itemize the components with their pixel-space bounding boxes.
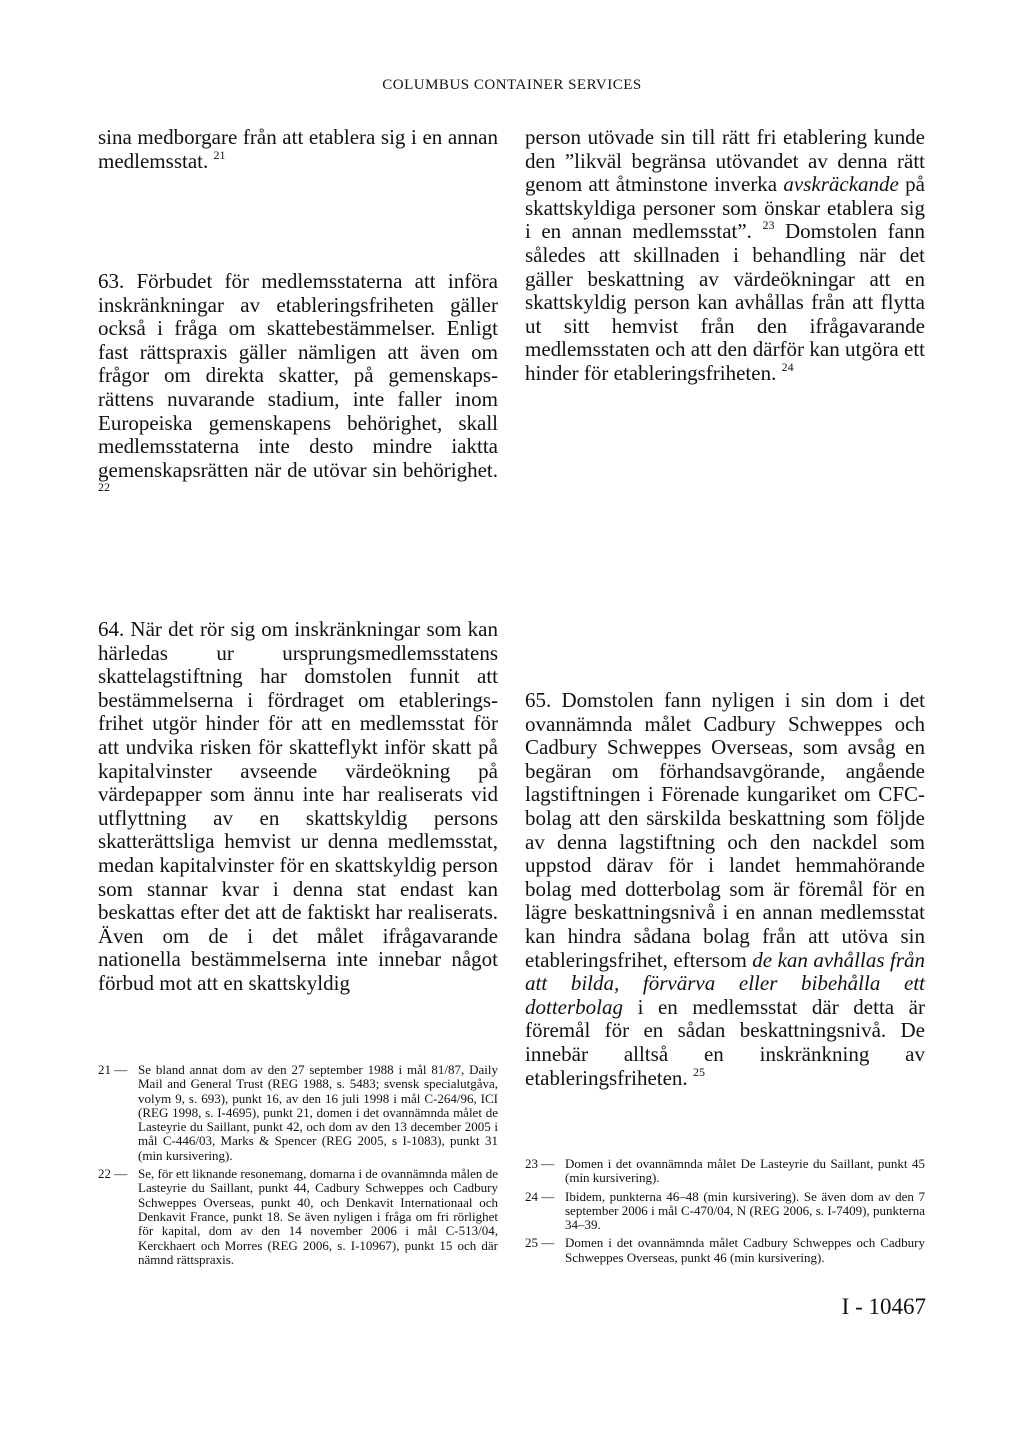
emphasis-avskrackande: avskräckande <box>783 172 899 197</box>
footnote-text: Se, för ett liknande resonemang, domarna i de ovannämnda målen de Lasteyrie du Saillant, punkt 44, Cadbury Schweppes och Cadbury Schweppes Overseas, punkt 40, och Denkavit Internationaal och Denkavit France, punkt 18. Se även nyligen i fråga om fri rörlighet för kapital, dom av den 14 november 2006 i mål C-513/04, Kerckhaert och Morres (REG 2006, s. I-10967), punkt 15 och där nämnd rättspraxis. <box>138 1166 498 1267</box>
footnote-number: 24 — <box>525 1188 555 1204</box>
footnote-text: Domen i det ovannämnda målet De Lasteyrie du Saillant, punkt 45 (min kursivering). <box>565 1156 925 1186</box>
footnote-24 <box>525 1190 925 1233</box>
footnote-ref-23: 23 <box>762 218 775 233</box>
paragraph-63-text: 63. Förbudet för medlemsstaterna att införa inskränkningar av etableringsfriheten gäller också i fråga om skattebestämmelser. Enligt fast rättspraxis gäller nämligen att även om frågor om direkta skatter, på gemenskapsrättens nuvarande stadium, inte faller inom Europeiska gemenskapens behörighet, skall medlemsstaterna inte desto mindre iaktta gemenskapsrätten när de utövar sin behörighet. <box>98 269 498 482</box>
paragraph-65 <box>525 689 925 1090</box>
footnote-22 <box>98 1167 498 1267</box>
footnote-ref-22: 22 <box>98 480 110 495</box>
paragraph-65-text-a: 65. Domstolen fann nyligen i sin dom i det ovannämnda målet Cadbury Schweppes och Cadbury Schweppes Overseas, som avsåg en begäran om förhandsavgörande, angående lagstiftningen i Förenade kungariket om CFC-bolag att den särskilda beskattning som följde av denna lagstiftning och den nackdel som uppstod därav för i landet hemmahörande bolag med dotterbolag som är föremål för en lägre beskattningsnivå i en annan medlemsstat kan hindra sådana bolag från att utöva sin etableringsfrihet, eftersom <box>525 688 925 972</box>
footnote-text: Ibidem, punkterna 46–48 (min kursivering). Se även dom av den 7 september 2006 i mål C-470/04, N (REG 2006, s. I-7409), punkterna 34–39. <box>565 1188 925 1233</box>
footnote-ref-24: 24 <box>781 359 794 374</box>
paragraph-63 <box>98 270 498 506</box>
footnote-ref-21: 21 <box>213 147 226 162</box>
footnote-number: 23 — <box>525 1156 555 1171</box>
page-number: I - 10467 <box>841 1294 926 1319</box>
paragraph-64 <box>98 618 498 996</box>
footnote-number: 21 — <box>98 1062 128 1077</box>
footnote-text: Domen i det ovannämnda målet Cadbury Schweppes och Cadbury Schweppes Overseas, punkt 46 (min kursivering). <box>565 1235 925 1265</box>
footnotes-right <box>525 1157 925 1269</box>
paragraph-continued <box>525 126 925 386</box>
paragraph-continued-text-b: på skattskyldiga personer som önskar etablera sig i en annan medlemsstat”. <box>525 172 925 244</box>
footnote-ref-25: 25 <box>692 1064 705 1079</box>
footnote-23 <box>525 1157 925 1186</box>
footnote-21 <box>98 1063 498 1163</box>
paragraph-65-text-b: i en medlemsstat där detta är föremål för en sådan beskattningsnivå. De innebär alltså en inskränkning av etableringsfriheten. <box>525 994 925 1090</box>
footnote-number: 25 — <box>525 1235 555 1251</box>
paragraph-64-text: 64. När det rör sig om inskränkningar som kan härledas ur ursprungsmedlemsstatens skattelagstiftning har domstolen funnit att bestämmelserna i fördraget om etableringsfrihet utgör hinder för att en medlemsstat för att undvika risken för skatteflykt inför skatt på kapitalvinster avseende värdeökning på värdepapper som ännu inte har realiserats vid utflyttning av en skattskyldig persons skatterättsliga hemvist ur denna medlemsstat, medan kapitalvinster för en skattskyldig person som stannar kvar i denna stat endast kan beskattas efter det att de faktiskt har realiserats. Även om de i det målet ifrågavarande nationella bestämmelserna inte innebar något förbud mot att en skattskyldig <box>98 617 498 995</box>
paragraph-intro-text: sina medborgare från att etablera sig i en annan medlemsstat. <box>98 125 498 173</box>
footnotes-left <box>98 1063 498 1271</box>
paragraph-continued-text-a: person utövade sin till rätt fri etablering kunde den ”likväl begränsa utövandet av denna rätt genom att åtminstone inverka <box>525 125 925 197</box>
paragraph-continued-text-c: Domstolen fann således att skillnaden i behandling när det gäller beskattning av värdeökningar att en skattskyldig person kan avhållas från att flytta ut sitt hemvist från den ifrågavarande medlemsstaten och att den därför kan utgöra ett hinder för etableringsfriheten. <box>525 219 925 385</box>
footnote-number: 22 — <box>98 1166 128 1182</box>
paragraph-intro <box>98 126 498 173</box>
running-header: COLUMBUS CONTAINER SERVICES <box>382 77 642 93</box>
emphasis-dotterbolag: de kan avhållas från att bilda, förvärva eller bibehålla ett dotterbolag <box>525 947 926 1019</box>
footnote-text: Se bland annat dom av den 27 september 1988 i mål 81/87, Daily Mail and General Trust (REG 1988, s. 5483; svensk specialutgåva, volym 9, s. 693), punkt 16, av den 16 juli 1998 i mål C-264/96, ICI (REG 1998, s. I-4695), punkt 21, domen i det ovannämnda målet de Lasteyrie du Saillant, punkt 42, och dom av den 13 december 2005 i mål C-446/03, Marks & Spencer (REG 2005, s I-1083), punkt 31 (min kursivering). <box>138 1062 498 1163</box>
footnote-25 <box>525 1236 925 1265</box>
